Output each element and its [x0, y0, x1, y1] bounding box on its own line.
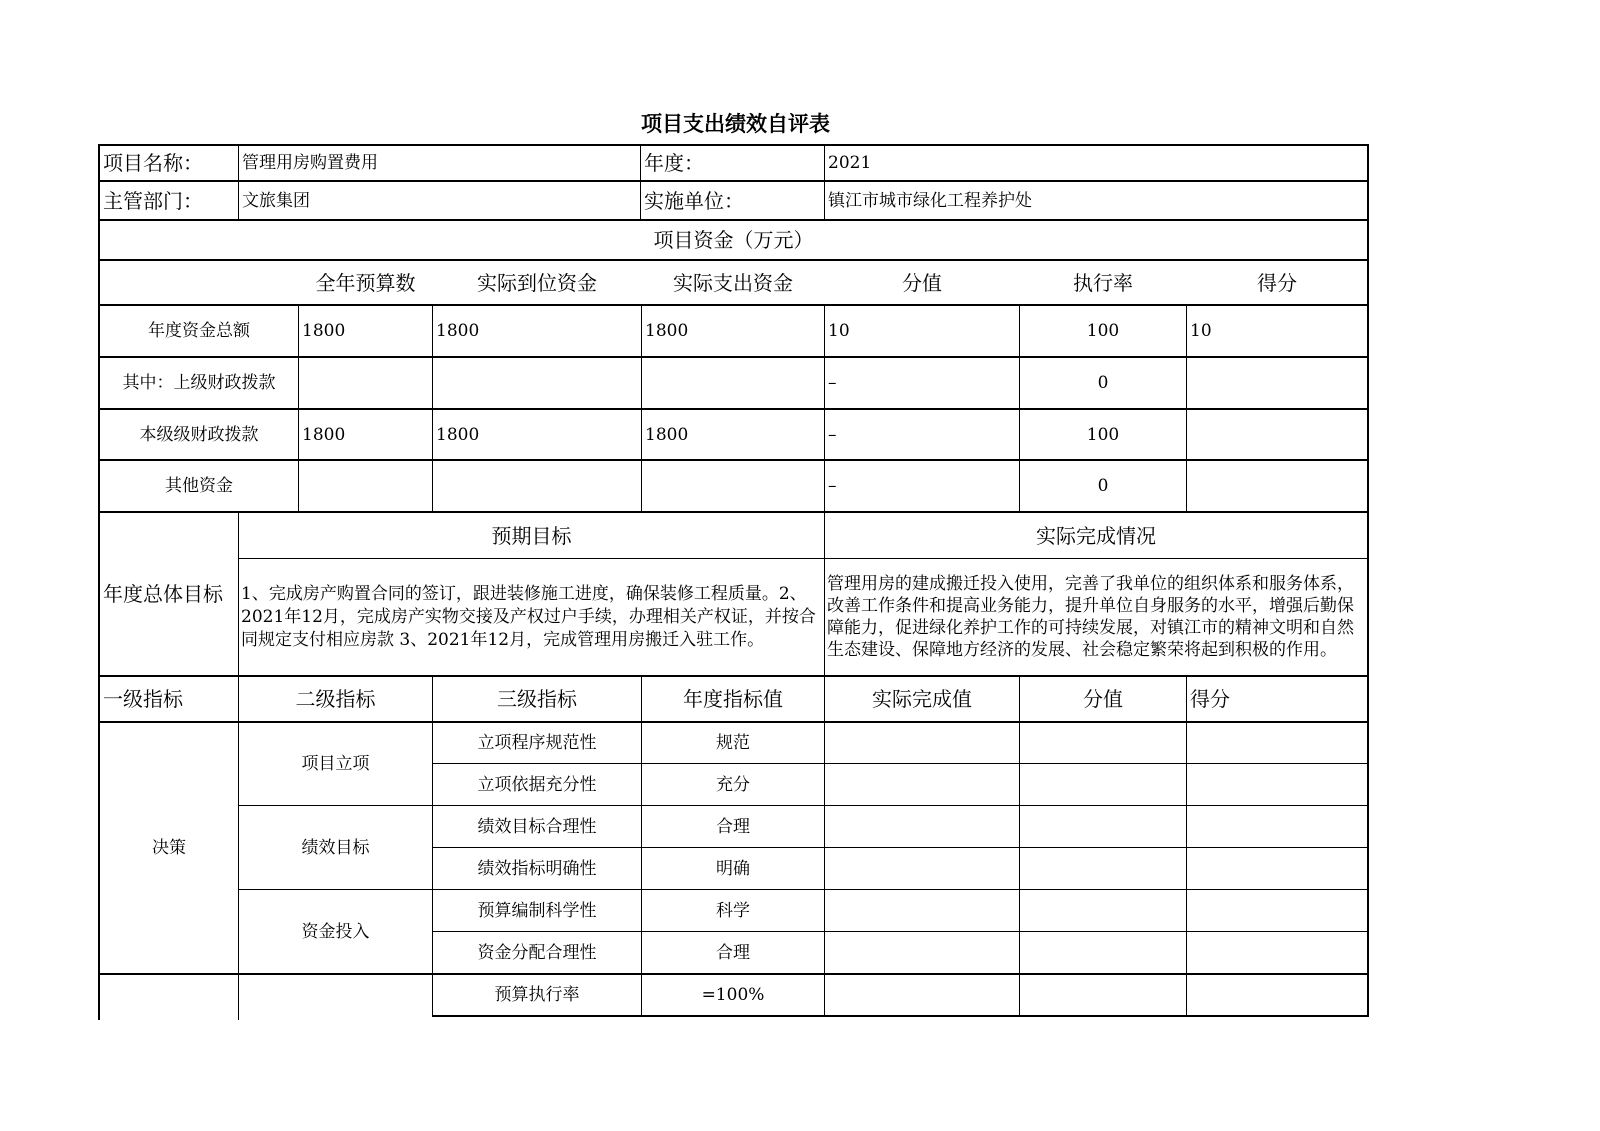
funds-row-label: 其他资金	[165, 476, 233, 496]
project-name-value: 管理用房购置费用	[242, 153, 378, 173]
year-label: 年度：	[644, 151, 704, 175]
col-level1-indicator: 一级指标	[103, 687, 183, 711]
unit-label: 实施单位：	[644, 188, 744, 213]
funds-row-score-value: 10	[828, 321, 850, 341]
funds-row-spent	[642, 358, 824, 408]
dept-value: 文旅集团	[242, 190, 310, 211]
funds-row-budget: 1800	[302, 321, 346, 341]
indicator-target: 充分	[716, 774, 750, 795]
indicator-target: =100%	[701, 985, 765, 1005]
level1-decision: 决策	[152, 838, 186, 858]
col-execution-rate: 执行率	[1073, 270, 1133, 295]
level2-group: 绩效目标	[301, 837, 370, 858]
evaluation-table	[98, 144, 1369, 1020]
col-annual-target: 年度指标值	[683, 687, 783, 711]
indicator-target: 科学	[716, 900, 750, 921]
funds-row-rate: 100	[1086, 321, 1120, 341]
col-actual-value: 实际完成值	[872, 687, 972, 711]
funds-row-spent	[642, 461, 824, 511]
funds-row-received: 1800	[436, 321, 480, 341]
funds-row-rate: 0	[1097, 476, 1109, 496]
actual-result-header: 实际完成情况	[1036, 523, 1156, 548]
level3-indicator: 预算执行率	[494, 985, 580, 1005]
funds-row-rate: 0	[1097, 373, 1109, 393]
funds-row-label: 年度资金总额	[148, 321, 250, 341]
level3-indicator: 立项依据充分性	[477, 774, 597, 795]
funds-row-rate: 100	[1086, 424, 1120, 445]
col-level2-indicator: 二级指标	[295, 687, 376, 711]
funds-row-budget: 1800	[302, 424, 346, 445]
funds-row-score: 10	[1190, 321, 1212, 341]
actual-result-text: 管理用房的建成搬迁投入使用，完善了我单位的组织体系和服务体系，改善工作条件和提高业务能力，提升单位自身服务的水平，增强后勤保障能力，促进绿化养护工作的可持续发展，对镇江市的精神文明和自然生态建设、保障地方经济的发展、社会稳定繁荣将起到积极的作用。	[827, 574, 1354, 660]
funds-row-label: 其中：上级财政拨款	[122, 373, 276, 393]
expected-goal-header: 预期目标	[491, 523, 572, 548]
level3-indicator: 绩效指标明确性	[477, 858, 597, 879]
funds-row-budget	[299, 358, 432, 408]
unit-value: 镇江市城市绿化工程养护处	[828, 190, 1032, 211]
col-score: 得分	[1257, 270, 1297, 295]
funds-row-score	[1187, 358, 1367, 408]
funds-row-label: 本级级财政拨款	[139, 424, 259, 445]
funds-row-spent: 1800	[645, 424, 689, 445]
indicator-target: 规范	[716, 733, 750, 753]
level2-group: 资金投入	[301, 921, 370, 942]
level3-indicator: 预算编制科学性	[477, 900, 597, 921]
funds-section-title: 项目资金（万元）	[653, 228, 814, 252]
expected-goal-text: 1、完成房产购置合同的签订，跟进装修施工进度，确保装修工程质量。2、2021年12月，完成房产实物交接及产权过户手续，办理相关产权证，并按合同规定支付相应房款 3、2021年12月，完成管理用房搬迁入驻工作。	[241, 583, 816, 650]
indicator-target: 合理	[716, 816, 750, 837]
funds-row-score-value: –	[828, 373, 837, 393]
project-name-label: 项目名称：	[103, 151, 203, 175]
col-annual-budget: 全年预算数	[315, 270, 416, 295]
level3-indicator: 绩效目标合理性	[477, 816, 597, 837]
funds-row-received: 1800	[436, 424, 480, 445]
col-score-value: 分值	[902, 270, 942, 295]
funds-row-received	[433, 461, 641, 511]
funds-row-score-value: –	[828, 424, 837, 445]
funds-row-spent: 1800	[645, 321, 689, 341]
dept-label: 主管部门：	[103, 188, 203, 213]
funds-row-score	[1187, 461, 1367, 511]
indicator-target: 明确	[716, 858, 750, 879]
funds-row-score	[1187, 410, 1367, 459]
indicator-target: 合理	[716, 942, 750, 963]
col-funds-spent: 实际支出资金	[673, 270, 793, 295]
form-title: 项目支出绩效自评表	[641, 112, 830, 136]
funds-row-score-value: –	[828, 476, 837, 496]
annual-goal-label: 年度总体目标	[103, 582, 223, 606]
level3-indicator: 立项程序规范性	[477, 733, 597, 753]
year-value: 2021	[828, 153, 872, 173]
col-funds-received: 实际到位资金	[477, 270, 597, 295]
level3-indicator: 资金分配合理性	[477, 942, 597, 963]
col-indicator-score: 得分	[1190, 687, 1230, 711]
funds-row-budget	[299, 461, 432, 511]
funds-row-received	[433, 358, 641, 408]
level2-group: 项目立项	[301, 754, 370, 774]
col-level3-indicator: 三级指标	[497, 687, 577, 711]
col-indicator-score-value: 分值	[1083, 687, 1123, 711]
